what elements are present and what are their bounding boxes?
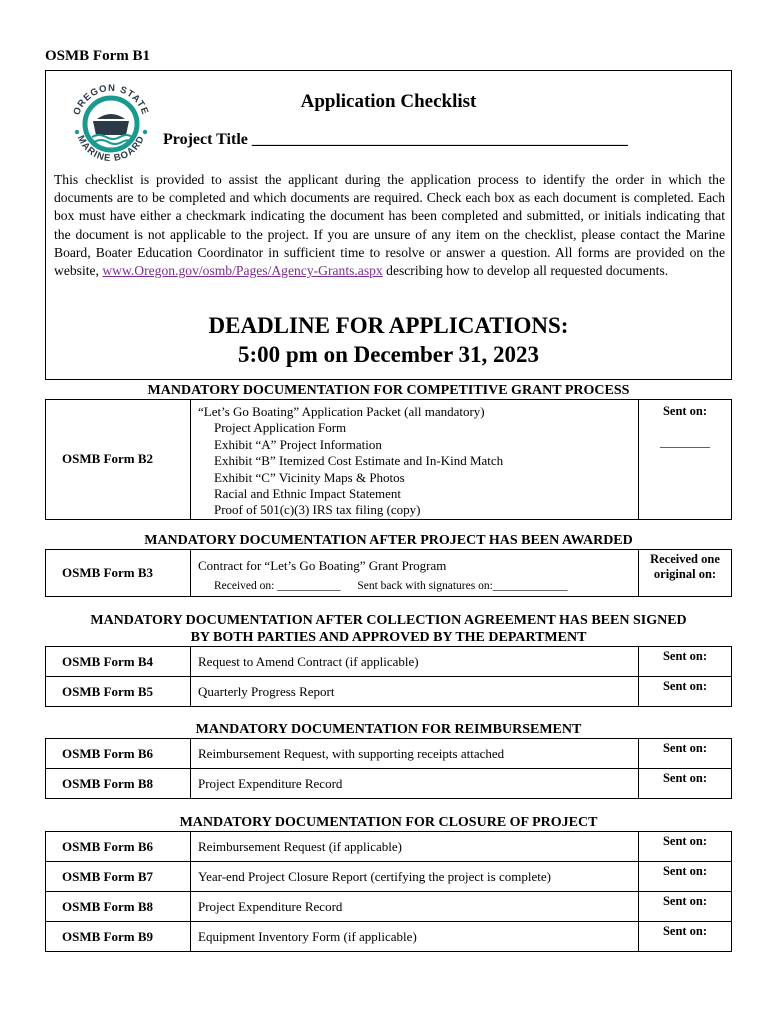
table-row xyxy=(46,922,732,952)
section-heading-collection xyxy=(45,612,732,646)
awarded-table xyxy=(45,549,732,597)
form-label: OSMB Form B8 xyxy=(46,892,191,922)
form-label: OSMB Form B2 xyxy=(46,400,191,520)
form-id: OSMB Form B1 xyxy=(45,48,150,64)
sent-on-label: Sent on: xyxy=(662,404,708,418)
deadline-date: 5:00 pm on December 31, 2023 xyxy=(237,342,540,367)
collection-table xyxy=(45,646,732,707)
competitive-items xyxy=(191,400,639,520)
list-item: Exhibit “C” Vicinity Maps & Photos xyxy=(214,469,405,485)
project-title-field[interactable]: Project Title _______________________________________________ xyxy=(163,131,628,148)
form-label: OSMB Form B3 xyxy=(46,550,191,597)
list-item: Exhibit “B” Itemized Cost Estimate and In-Kind Match xyxy=(214,453,504,469)
sent-on-cell[interactable]: Sent on: xyxy=(639,739,732,769)
form-label: OSMB Form B7 xyxy=(46,862,191,892)
table-row xyxy=(46,892,732,922)
list-item: “Let’s Go Boating” Application Packet (all mandatory) xyxy=(198,404,485,419)
form-label: OSMB Form B9 xyxy=(46,922,191,952)
item-label: Request to Amend Contract (if applicable) xyxy=(191,647,639,677)
table-row xyxy=(46,739,732,769)
table-row xyxy=(46,769,732,799)
sent-on-cell[interactable]: Sent on: xyxy=(639,922,732,952)
form-label: OSMB Form B8 xyxy=(46,769,191,799)
sent-on-cell[interactable]: Sent on: xyxy=(639,862,732,892)
intro-text: This checklist is provided to assist the applicant during the application process to identify the order in which the documents are to be completed and which documents are required. Check each box as each document is completed. Each box must have either a checkmark indicating the document has been completed and submitted, or initials indicating that the document is not applicable to the project. If you are unsure of any item on the checklist, please contact the Marine Board, Boater Education Coordinator in sufficient time to resolve or answer a question. All forms are provided on the website, xyxy=(54,172,725,279)
table-row xyxy=(46,677,732,707)
sent-back[interactable]: Sent back with signatures on:_____________ xyxy=(357,580,568,592)
item-label: Year-end Project Closure Report (certifying the project is complete) xyxy=(191,862,639,892)
sent-on-cell[interactable]: Sent on: xyxy=(639,769,732,799)
logo-top-text: OREGON STATE xyxy=(71,82,151,117)
website-link[interactable]: www.Oregon.gov/osmb/Pages/Agency-Grants.aspx xyxy=(102,263,383,279)
received-line[interactable] xyxy=(191,580,638,592)
item-label: Project Expenditure Record xyxy=(191,892,639,922)
item-label: Reimbursement Request, with supporting receipts attached xyxy=(191,739,639,769)
logo-bottom-text: MARINE BOARD xyxy=(74,133,148,165)
competitive-table xyxy=(45,399,732,520)
sent-on-cell[interactable] xyxy=(639,400,732,520)
page-title: Application Checklist xyxy=(300,91,477,112)
sent-on-cell[interactable]: Sent on: xyxy=(639,832,732,862)
sent-on-cell[interactable]: Sent on: xyxy=(639,647,732,677)
intro-tail: describing how to develop all requested documents. xyxy=(386,263,669,279)
heading-line: MANDATORY DOCUMENTATION AFTER COLLECTION AGREEMENT HAS BEEN SIGNED xyxy=(90,613,687,628)
reimbursement-table xyxy=(45,738,732,799)
table-row xyxy=(46,832,732,862)
form-label: OSMB Form B5 xyxy=(46,677,191,707)
section-heading-reimbursement: MANDATORY DOCUMENTATION FOR REIMBURSEMENT xyxy=(195,722,582,737)
list-item: Project Application Form xyxy=(214,420,347,436)
table-row xyxy=(46,647,732,677)
form-label: OSMB Form B4 xyxy=(46,647,191,677)
header-box xyxy=(45,70,732,380)
heading-line: BY BOTH PARTIES AND APPROVED BY THE DEPARTMENT xyxy=(190,630,587,645)
item-label: Reimbursement Request (if applicable) xyxy=(191,832,639,862)
form-label: OSMB Form B6 xyxy=(46,739,191,769)
section-heading-competitive: MANDATORY DOCUMENTATION FOR COMPETITIVE GRANT PROCESS xyxy=(147,383,630,398)
section-heading-awarded: MANDATORY DOCUMENTATION AFTER PROJECT HAS BEEN AWARDED xyxy=(144,533,633,548)
sent-on-cell[interactable]: Sent on: xyxy=(639,892,732,922)
item-label: Quarterly Progress Report xyxy=(191,677,639,707)
contract-item: Contract for “Let’s Go Boating” Grant Program xyxy=(198,558,447,573)
intro-paragraph xyxy=(54,171,725,280)
section-heading-closure: MANDATORY DOCUMENTATION FOR CLOSURE OF PROJECT xyxy=(179,815,598,830)
list-item: Exhibit “A” Project Information xyxy=(214,436,382,452)
form-label: OSMB Form B6 xyxy=(46,832,191,862)
table-row xyxy=(46,862,732,892)
item-label: Project Expenditure Record xyxy=(191,769,639,799)
deadline-heading: DEADLINE FOR APPLICATIONS: xyxy=(208,313,569,338)
sent-on-cell[interactable]: Sent on: xyxy=(639,677,732,707)
list-item: Racial and Ethnic Impact Statement xyxy=(214,486,401,502)
item-label: Equipment Inventory Form (if applicable) xyxy=(191,922,639,952)
received-on[interactable]: Received on: ___________ xyxy=(214,580,341,592)
closure-table xyxy=(45,831,732,952)
received-original-cell[interactable]: Received one original on: xyxy=(639,550,732,597)
sent-on-blank[interactable]: ________ xyxy=(660,435,710,449)
list-item: Proof of 501(c)(3) IRS tax filing (copy) xyxy=(214,502,421,518)
deadline-block xyxy=(46,311,731,369)
awarded-item-cell xyxy=(191,550,639,597)
